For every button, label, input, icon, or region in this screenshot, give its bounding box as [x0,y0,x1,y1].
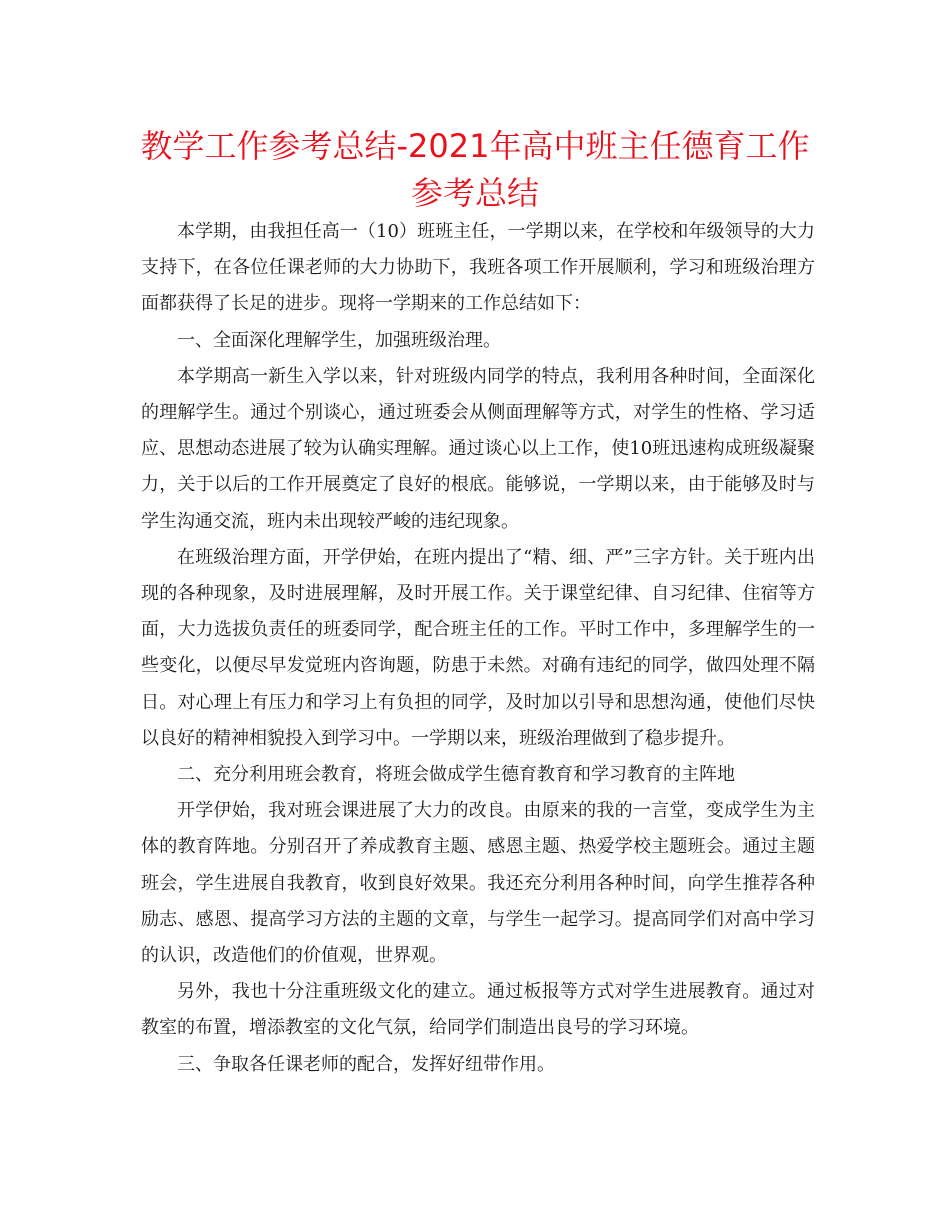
paragraph-understand-students: 本学期高一新生入学以来，针对班级内同学的特点，我利用各种时间，全面深化的理解学生。通过个别谈心，通过班委会从侧面理解等方式，对学生的性格、学习适应、思想动态进展了较为认确实理解。通过谈心以上工作，使10班迅速构成班级凝聚力，关于以后的工作开展奠定了良好的根底。能够说，一学期以来，由于能够及时与学生沟通交流，班内未出现较严峻的违纪现象。 [141,365,815,532]
document-title-line-1: 教学工作参考总结-2021年高中班主任德育工作 [140,127,810,165]
section-heading-2: 二、充分利用班会教育，将班会做成学生德育教育和学习教育的主阵地 [177,764,735,786]
section-heading-1: 一、全面深化理解学生，加强班级治理。 [177,329,501,351]
paragraph-class-meeting: 开学伊始，我对班会课进展了大力的改良。由原来的我的一言堂，变成学生为主体的教育阵地。分别召开了养成教育主题、感恩主题、热爱学校主题班会。通过主题班会，学生进展自我教育，收到良好效果。我还充分利用各种时间，向学生推荐各种励志、感恩、提高学习方法的主题的文章，与学生一起学习。提高同学们对高中学习的认识，改造他们的价值观，世界观。 [141,800,815,967]
document-body [141,214,815,1083]
paragraph-class-management: 在班级治理方面，开学伊始，在班内提出了“精、细、严”三字方针。关于班内出现的各种现象，及时进展理解，及时开展工作。关于课堂纪律、自习纪律、住宿等方面，大力选拔负责任的班委同学，配合班主任的工作。平时工作中，多理解学生的一些变化，以便尽早发觉班内咨询题，防患于未然。对确有违纪的同学，做四处理不隔日。对心理上有压力和学习上有负担的同学，及时加以引导和思想沟通，使他们尽快以良好的精神相貌投入到学习中。一学期以来，班级治理做到了稳步提升。 [141,546,815,749]
paragraph-class-culture: 另外，我也十分注重班级文化的建立。通过板报等方式对学生进展教育。通过对教室的布置，增添教室的文化气氛，给同学们制造出良号的学习环境。 [141,981,815,1039]
paragraph-intro: 本学期，由我担任高一（10）班班主任，一学期以来，在学校和年级领导的大力支持下，在各位任课老师的大力协助下，我班各项工作开展顺利，学习和班级治理方面都获得了长足的进步。现将一学期来的工作总结如下： [141,221,815,315]
document-title-line-2: 参考总结 [410,174,539,212]
section-heading-3: 三、争取各任课老师的配合，发挥好纽带作用。 [177,1053,555,1075]
